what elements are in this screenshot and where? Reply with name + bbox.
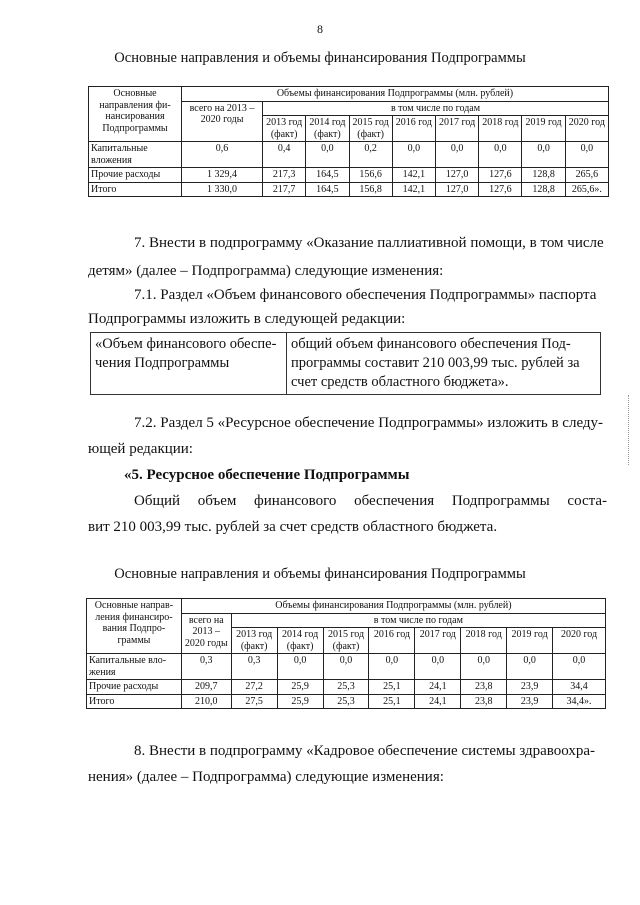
cell: 0,0 xyxy=(369,654,415,680)
table-row xyxy=(87,694,606,709)
table2-header-direction: Основные направ-ления финансиро-вания Подпро-граммы xyxy=(87,599,182,654)
cell: 0,0 xyxy=(415,654,461,680)
table2-header-total: всего на 2013 – 2020 годы xyxy=(181,613,231,654)
cell: 127,0 xyxy=(435,182,478,197)
cell: 25,3 xyxy=(323,694,369,709)
table2-year-2013: 2013 год (факт) xyxy=(231,628,277,654)
cell: 25,1 xyxy=(369,694,415,709)
row-label: Капитальные вло-жения xyxy=(87,654,182,680)
cell: 217,3 xyxy=(263,168,306,183)
cell: 265,6». xyxy=(565,182,608,197)
table-row xyxy=(87,654,606,680)
cell: 156,6 xyxy=(349,168,392,183)
cell: 24,1 xyxy=(415,680,461,695)
table2-year-2018: 2018 год xyxy=(461,628,507,654)
cell: 25,1 xyxy=(369,680,415,695)
cell: 128,8 xyxy=(522,182,565,197)
cell: 0,4 xyxy=(263,142,306,168)
table2-header-incl: в том числе по годам xyxy=(231,613,605,628)
row-label: Итого xyxy=(87,694,182,709)
cell: 0,3 xyxy=(231,654,277,680)
table-row xyxy=(89,182,609,197)
item8-line1: 8. Внести в подпрограмму «Кадровое обеспечение системы здравоохра- xyxy=(134,743,596,759)
cell: 0,0 xyxy=(553,654,606,680)
cell: 0,0 xyxy=(565,142,608,168)
table1-header-incl: в том числе по годам xyxy=(263,101,609,116)
cell: 23,8 xyxy=(461,680,507,695)
cell: 1 329,4 xyxy=(181,168,262,183)
table-row xyxy=(87,680,606,695)
quote-right-cell: общий объем финансового обеспечения Под-программы составит 210 003,99 тыс. рублей за счет средств областного бюджета». xyxy=(287,333,601,395)
section5-line1: Общий объем финансового обеспечения Подпрограммы соста- xyxy=(134,493,607,509)
cell: 23,9 xyxy=(507,680,553,695)
table-row xyxy=(89,168,609,183)
cell: 127,6 xyxy=(479,182,522,197)
cell: 0,0 xyxy=(306,142,349,168)
item72-line1: 7.2. Раздел 5 «Ресурсное обеспечение Подпрограммы» изложить в следу- xyxy=(134,415,604,431)
margin-dots xyxy=(628,395,632,465)
cell: 1 330,0 xyxy=(181,182,262,197)
cell: 128,8 xyxy=(522,168,565,183)
table1-year-2015: 2015 год (факт) xyxy=(349,116,392,142)
cell: 23,9 xyxy=(507,694,553,709)
table2-year-2020: 2020 год xyxy=(553,628,606,654)
item72-line2: ющей редакции: xyxy=(88,441,193,457)
table1-header-total: всего на 2013 – 2020 годы xyxy=(181,101,262,142)
item7-line2: детям» (далее – Подпрограмма) следующие изменения: xyxy=(88,263,444,279)
page-number: 8 xyxy=(317,22,323,36)
item71-line1: 7.1. Раздел «Объем финансового обеспечения Подпрограммы» паспорта xyxy=(134,287,597,303)
table1-year-2013: 2013 год (факт) xyxy=(263,116,306,142)
cell: 0,0 xyxy=(507,654,553,680)
cell: 127,0 xyxy=(435,168,478,183)
cell: 0,0 xyxy=(479,142,522,168)
cell: 27,2 xyxy=(231,680,277,695)
item8-line2: нения» (далее – Подпрограмма) следующие изменения: xyxy=(88,769,444,785)
cell: 0,0 xyxy=(277,654,323,680)
cell: 25,3 xyxy=(323,680,369,695)
cell: 23,8 xyxy=(461,694,507,709)
cell: 0,6 xyxy=(181,142,262,168)
table2-header-volume: Объемы финансирования Подпрограммы (млн. рублей) xyxy=(181,599,605,614)
table2-year-2014: 2014 год (факт) xyxy=(277,628,323,654)
cell: 0,0 xyxy=(522,142,565,168)
cell: 25,9 xyxy=(277,680,323,695)
table2-year-2015: 2015 год (факт) xyxy=(323,628,369,654)
cell: 27,5 xyxy=(231,694,277,709)
table1 xyxy=(88,86,609,197)
cell: 265,6 xyxy=(565,168,608,183)
table1-year-2018: 2018 год xyxy=(479,116,522,142)
cell: 127,6 xyxy=(479,168,522,183)
cell: 24,1 xyxy=(415,694,461,709)
table1-header-volume: Объемы финансирования Подпрограммы (млн. рублей) xyxy=(181,87,608,102)
table1-header-direction: Основные направления фи-нансирования Подпрограммы xyxy=(89,87,182,142)
cell: 0,0 xyxy=(323,654,369,680)
cell: 164,5 xyxy=(306,182,349,197)
row-label: Прочие расходы xyxy=(87,680,182,695)
row-label: Прочие расходы xyxy=(89,168,182,183)
cell: 0,0 xyxy=(392,142,435,168)
cell: 0,3 xyxy=(181,654,231,680)
cell: 0,0 xyxy=(461,654,507,680)
table1-year-2014: 2014 год (факт) xyxy=(306,116,349,142)
table-row xyxy=(89,142,609,168)
cell: 156,8 xyxy=(349,182,392,197)
table2 xyxy=(86,598,606,709)
table1-year-2017: 2017 год xyxy=(435,116,478,142)
row-label: Капитальные вложения xyxy=(89,142,182,168)
item7-line1: 7. Внести в подпрограмму «Оказание паллиативной помощи, в том числе xyxy=(134,235,604,251)
section5-title: «5. Ресурсное обеспечение Подпрограммы xyxy=(124,467,410,483)
table1-year-2016: 2016 год xyxy=(392,116,435,142)
cell: 34,4». xyxy=(553,694,606,709)
passport-quote-table xyxy=(90,332,601,395)
table1-year-2019: 2019 год xyxy=(522,116,565,142)
section5-line2: вит 210 003,99 тыс. рублей за счет средств областного бюджета. xyxy=(88,519,498,535)
cell: 217,7 xyxy=(263,182,306,197)
cell: 142,1 xyxy=(392,168,435,183)
item71-line2: Подпрограммы изложить в следующей редакции: xyxy=(88,311,406,327)
cell: 0,0 xyxy=(435,142,478,168)
cell: 34,4 xyxy=(553,680,606,695)
cell: 209,7 xyxy=(181,680,231,695)
table2-year-2019: 2019 год xyxy=(507,628,553,654)
cell: 25,9 xyxy=(277,694,323,709)
table2-caption: Основные направления и объемы финансирования Подпрограммы xyxy=(114,566,526,582)
cell: 210,0 xyxy=(181,694,231,709)
table1-caption: Основные направления и объемы финансирования Подпрограммы xyxy=(114,50,526,66)
table1-year-2020: 2020 год xyxy=(565,116,608,142)
row-label: Итого xyxy=(89,182,182,197)
table2-year-2016: 2016 год xyxy=(369,628,415,654)
cell: 142,1 xyxy=(392,182,435,197)
cell: 164,5 xyxy=(306,168,349,183)
cell: 0,2 xyxy=(349,142,392,168)
quote-left-cell: «Объем финансового обеспе-чения Подпрограммы xyxy=(91,333,287,395)
table2-year-2017: 2017 год xyxy=(415,628,461,654)
